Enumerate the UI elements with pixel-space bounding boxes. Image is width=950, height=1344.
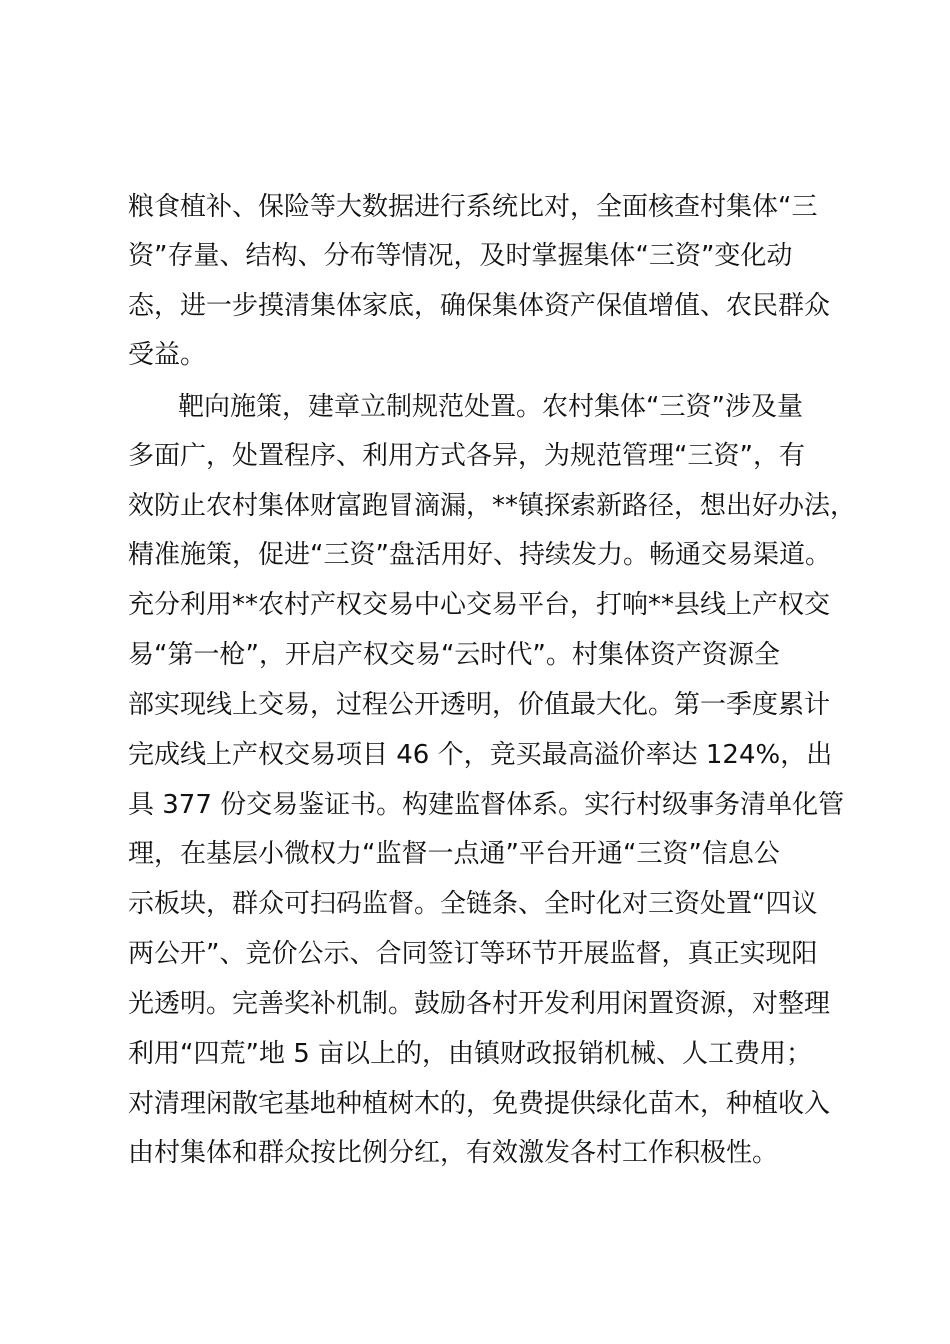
text-line: 利用“四荒”地 5 亩以上的，由镇财政报销机械、人工费用； — [128, 1039, 813, 1069]
text-line: 受益。 — [128, 340, 207, 370]
text-line: 由村集体和群众按比例分红，有效激发各村工作积极性。 — [128, 1138, 779, 1168]
text-line: 效防止农村集体财富跑冒滴漏，**镇探索新路径，想出好办法， — [128, 491, 857, 521]
text-line: 易“第一枪”，开启产权交易“云时代”。村集体资产资源全 — [128, 640, 780, 670]
text-line: 粮食植补、保险等大数据进行系统比对，全面核查村集体“三 — [128, 192, 818, 222]
text-line: 两公开”、竞价公示、合同签订等环节开展监督，真正实现阳 — [128, 939, 818, 969]
text-line: 充分利用**农村产权交易中心交易平台，打响**县线上产权交 — [128, 590, 831, 620]
text-line: 示板块，群众可扫码监督。全链条、全时化对三资处置“四议 — [128, 889, 818, 919]
text-line: 资”存量、结构、分布等情况，及时掌握集体“三资”变化动 — [128, 241, 793, 271]
text-line: 多面广，处置程序、利用方式各异，为规范管理“三资”，有 — [128, 441, 805, 471]
text-line: 完成线上产权交易项目 46 个，竞买最高溢价率达 124%，出 — [128, 740, 833, 770]
text-line: 理，在基层小微权力“监督一点通”平台开通“三资”信息公 — [128, 839, 780, 869]
text-line: 部实现线上交易，过程公开透明，价值最大化。第一季度累计 — [128, 690, 831, 720]
text-line: 具 377 份交易鉴证书。构建监督体系。实行村级事务清单化管 — [128, 790, 845, 820]
text-line: 态，进一步摸清集体家底，确保集体资产保值增值、农民群众 — [128, 291, 831, 321]
text-line: 对清理闲散宅基地种植树木的，免费提供绿化苗木，种植收入 — [128, 1089, 831, 1119]
text-line: 精准施策，促进“三资”盘活用好、持续发力。畅通交易渠道。 — [128, 540, 831, 570]
text-line: 光透明。完善奖补机制。鼓励各村开发利用闲置资源，对整理 — [128, 989, 831, 1019]
text-line: 靶向施策，建章立制规范处置。农村集体“三资”涉及量 — [178, 392, 803, 422]
